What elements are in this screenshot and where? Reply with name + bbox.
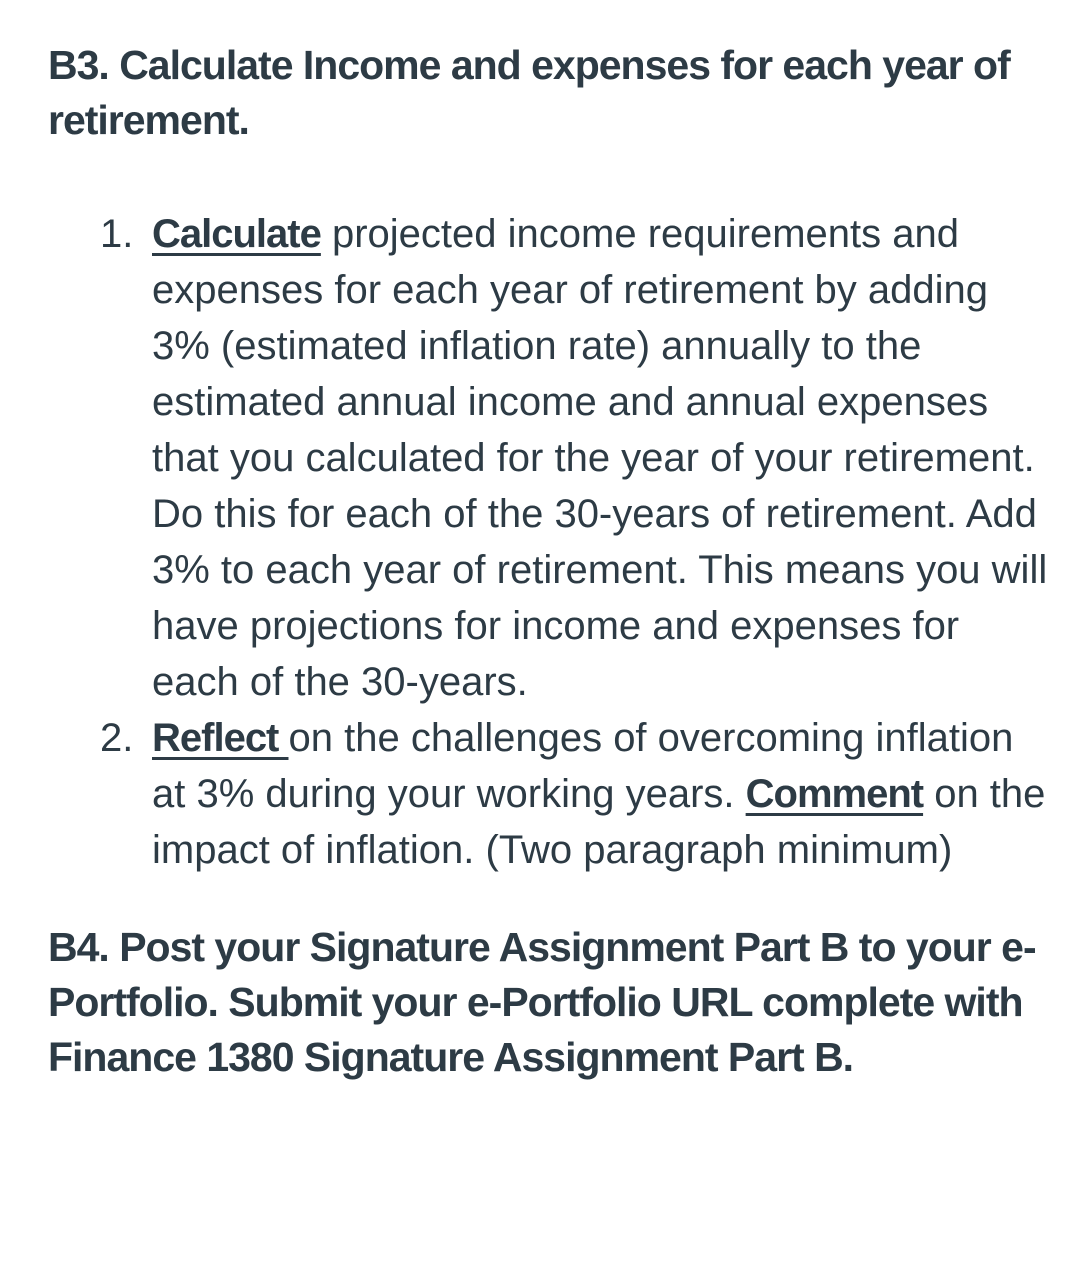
b4-heading: B4. Post your Signature Assignment Part B to your e-Portfolio. Submit your e-Portfolio URL complete with Finance 1380 Signature Assignment Part B. (48, 924, 1036, 1080)
calculate-text: projected income requirements and expenses for each year of retirement by adding 3% (estimated inflation rate) annually to the estimated annual income and annual expenses that you calculated for the year of your retirement. Do this for each of the 30-years of retirement. Add 3% to each year of retirement. This means you will have projections for income and expenses for each of the 30-years. (152, 212, 1048, 704)
comment-keyword: Comment (745, 772, 924, 816)
comment-text: on the impact of inflation. (Two paragraph minimum) (152, 772, 1046, 872)
steps-list (48, 206, 1048, 878)
reflect-keyword: Reflect (152, 716, 289, 760)
assignment-page (48, 38, 1048, 1085)
reflect-text: on the challenges of overcoming inflation at 3% during your working years. (152, 716, 1014, 816)
calculate-keyword: Calculate (152, 212, 321, 256)
list-item-calculate (152, 206, 1048, 710)
list-item-reflect (152, 710, 1048, 878)
b3-heading: B3. Calculate Income and expenses for each year of retirement. (48, 42, 1010, 143)
